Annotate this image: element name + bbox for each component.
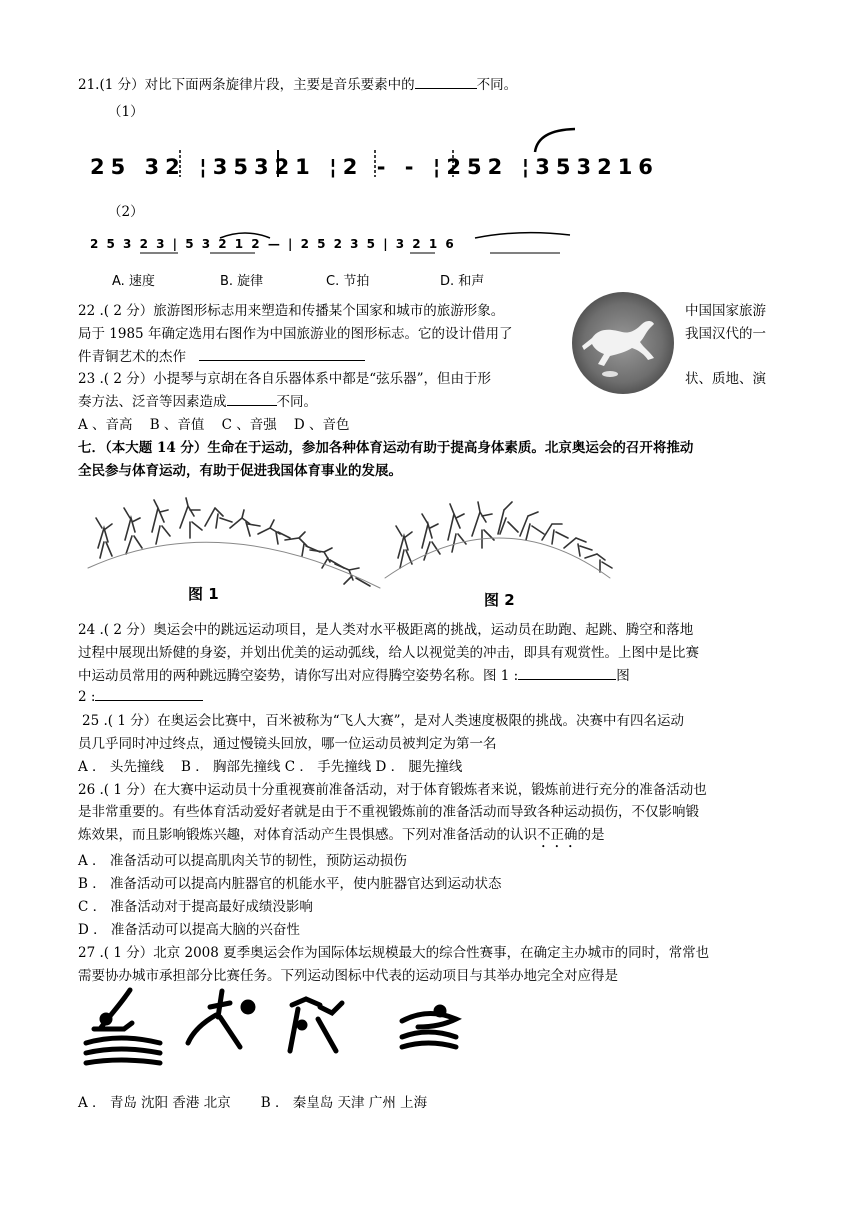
long-jump-figures-image	[80, 478, 620, 608]
q27-line2: 需要协办城市承担部分比赛任务。下列运动图标中代表的运动项目与其举办地完全对应得是	[78, 968, 618, 984]
q26-option-b: B ． 准备活动可以提高内脏器官的机能水平，使内脏器官达到运动状态	[78, 876, 502, 892]
q26-option-c: C ． 准备活动对于提高最好成绩没影响	[78, 899, 313, 915]
q21-stem: 21.(1 分）对比下面两条旋律片段，主要是音乐要素中的 不同。	[78, 73, 517, 93]
q22-line1-left: 22 .( 2 分）旅游图形标志用来塑造和传播某个国家和城市的旅游形象。	[78, 303, 505, 319]
section7-line2: 全民参与体育运动，有助于促进我国体育事业的发展。	[78, 463, 402, 479]
q26-emphasis: 不正确	[537, 827, 578, 843]
tourism-logo-image	[570, 290, 676, 396]
q27-options: A ． 青岛 沈阳 香港 北京 B ． 秦皇岛 天津 广州 上海	[78, 1095, 428, 1111]
q27-line1: 27 .( 1 分）北京 2008 夏季奥运会作为国际体坛规模最大的综合性赛事，在确定主办城市的同时，常常也	[78, 945, 710, 961]
q23-line1-left: 23 .( 2 分）小提琴与京胡在各自乐器体系中都是“弦乐器”，但由于形	[78, 371, 492, 387]
q26-line2: 是非常重要的。有些体育活动爱好者就是由于不重视锻炼前的准备活动而导致各种运动损伤，不仅影响锻	[78, 804, 699, 820]
melody1-text: 25 32 ¦35321 ¦2 - - ¦252 ¦353216	[90, 155, 659, 179]
q26-option-d: D ． 准备活动可以提高大脑的兴奋性	[78, 922, 300, 938]
q24-line4: 2 :	[78, 686, 203, 705]
fig2-caption: 图 2	[484, 591, 515, 609]
sport-pictograms-image	[80, 985, 500, 1075]
q26-line1: 26 .( 1 分）在大赛中运动员十分重视赛前准备活动，对于体育锻炼者来说，锻炼前进行充分的准备活动也	[78, 782, 707, 798]
fig1-caption: 图 1	[188, 585, 219, 603]
q25-line1: 25 .( 1 分）在奥运会比赛中，百米被称为“飞人大赛”，是对人类速度极限的挑战。决赛中有四名运动	[82, 713, 685, 729]
q24-line3: 中运动员常用的两种跳远腾空姿势，请你写出对应得腾空姿势名称。图 1 : 图	[78, 664, 630, 684]
q26-line3: 炼效果，而且影响锻炼兴趣，对体育活动产生畏惧感。下列对准备活动的认识不正确的是	[78, 827, 605, 843]
q22-line2-right: 我国汉代的一	[685, 326, 766, 342]
q21-label1: （1）	[108, 104, 144, 120]
q21-label2: （2）	[108, 204, 144, 220]
q26-option-a: A ． 准备活动可以提高肌肉关节的韧性，预防运动损伤	[78, 853, 407, 869]
section7-line1: 七．（本大题 14 分）生命在于运动，参加各种体育运动有助于提高身体素质。北京奥运会的召开将推动	[78, 440, 694, 456]
q22-line2-left: 局于 1985 年确定选用右图作为中国旅游业的图形标志。它的设计借用了	[78, 326, 513, 342]
q23-line2: 奏方法、泛音等因素造成 不同。	[78, 390, 317, 410]
q25-line2: 员几乎同时冲过终点，通过慢镜头回放，哪一位运动员被判定为第一名	[78, 736, 497, 752]
q22-line1-right: 中国国家旅游	[685, 303, 766, 319]
q22-line3: 件青铜艺术的杰作	[78, 345, 365, 365]
q23-options: A 、音高 B 、音值 C 、音强 D 、音色	[78, 417, 350, 433]
q25-options: A ． 头先撞线 B ． 胸部先撞线 C ． 手先撞线 D ． 腿先撞线	[78, 759, 463, 775]
q23-line1-right: 状、质地、演	[685, 371, 766, 387]
q24-line1: 24 .( 2 分）奥运会中的跳远运动项目，是人类对水平极距离的挑战，运动员在助跑、起跳、腾空和落地	[78, 622, 694, 638]
q24-line2: 过程中展现出矫健的身姿，并划出优美的运动弧线，给人以视觉美的冲击，即具有观赏性。上图中是比赛	[78, 645, 699, 661]
melody2-text: 2 5 3 2 3 | 5 3 2 1 2 — | 2 5 2 3 5 | 3 2 1 6	[90, 237, 456, 251]
